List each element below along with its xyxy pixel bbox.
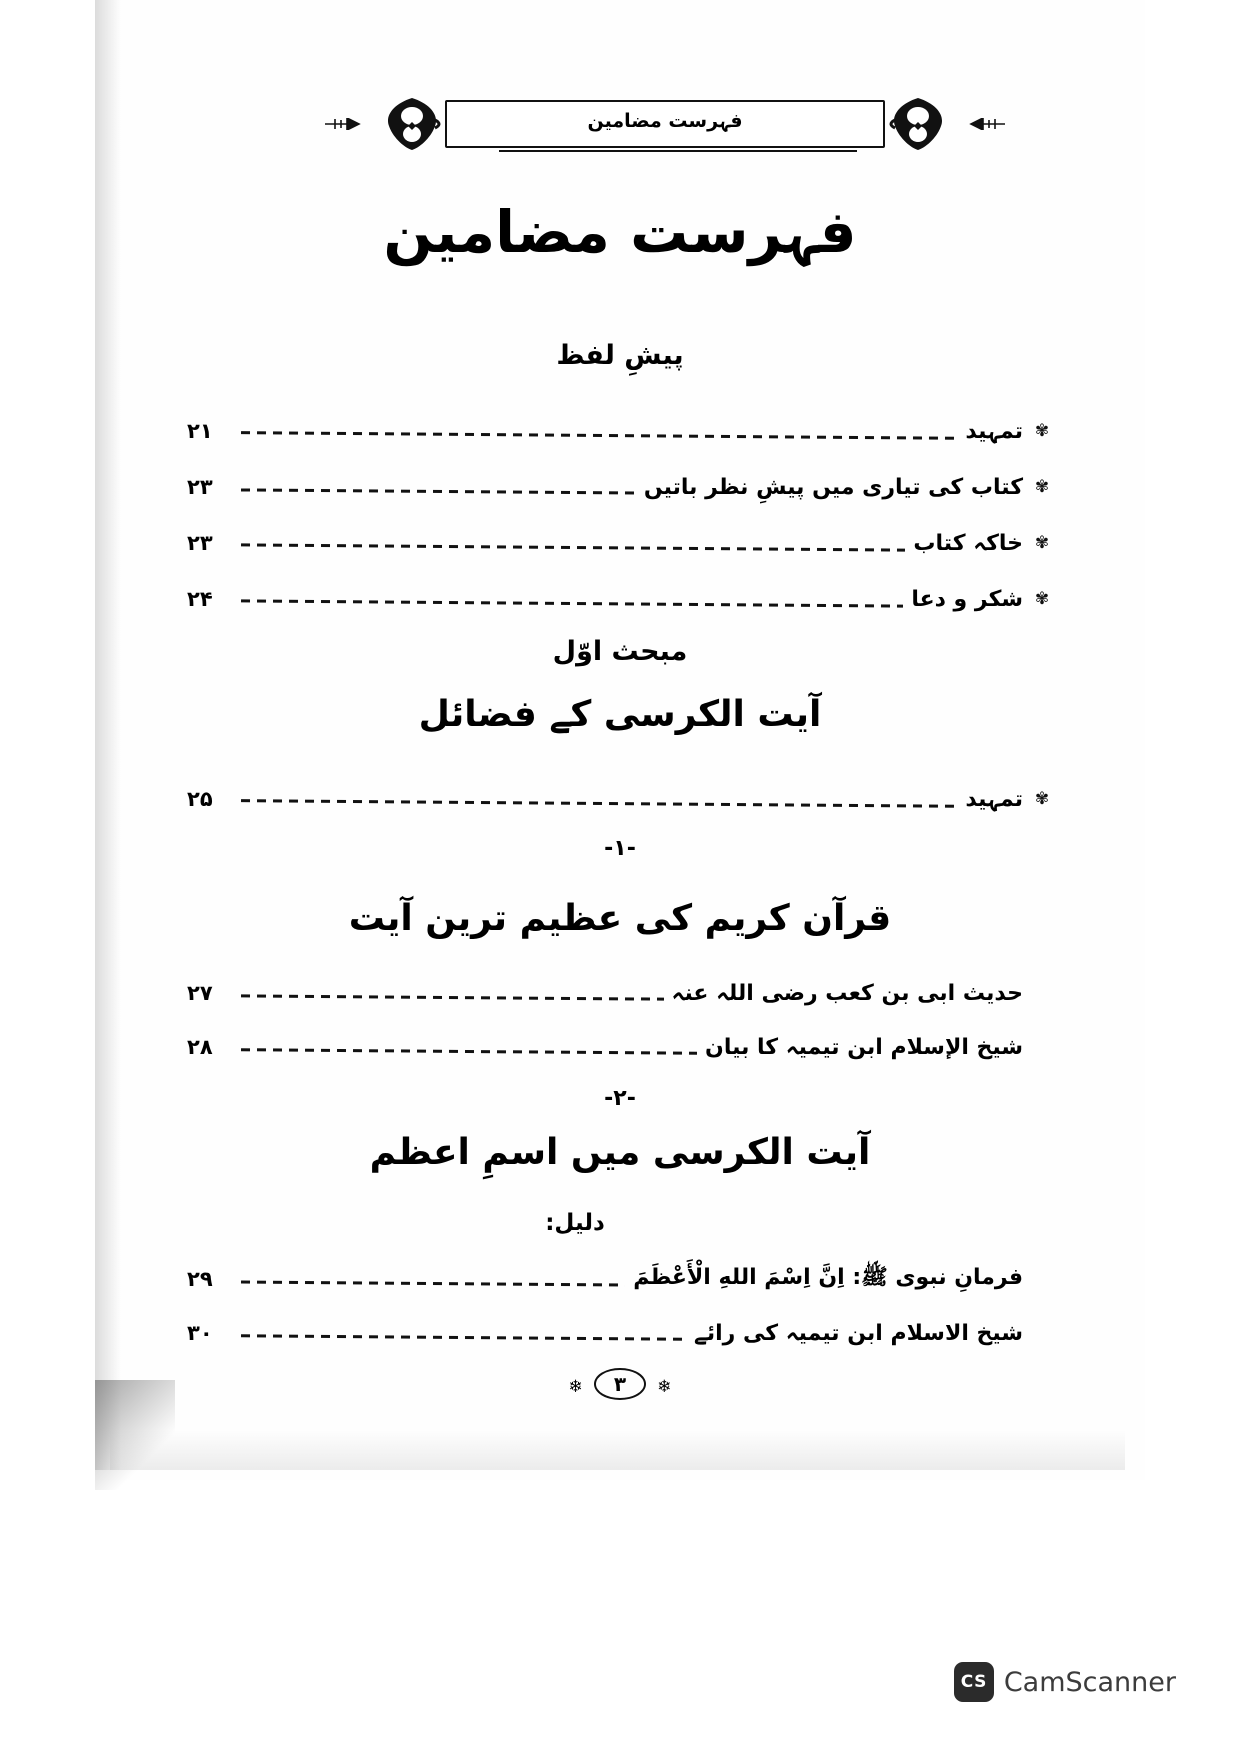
toc-row[interactable] [185, 1030, 1055, 1064]
camscanner-label: CamScanner [1003, 1666, 1176, 1698]
toc-row[interactable] [185, 976, 1055, 1010]
toc-dot-leader [241, 994, 664, 1000]
scanned-page [95, 0, 1145, 1480]
toc-dot-leader [241, 543, 905, 551]
toc-dot-leader [241, 488, 636, 494]
toc-entry-label: شیخ الاسلام ابن تیمیہ کی رائے [693, 1320, 1023, 1346]
toc-entry-label: تمہید [965, 418, 1023, 444]
toc-page-number: ۲۱ [187, 419, 213, 443]
ornament-tail-right-icon [945, 118, 1005, 130]
toc-page-number: ۲۳ [187, 475, 213, 499]
flower-bullet-icon: ✾ [1034, 788, 1050, 809]
mabhas-awwal-title: آیت الکرسی کے فضائل [418, 694, 822, 735]
toc-page-number: ۲۵ [187, 787, 213, 811]
flower-bullet-icon: ✾ [1034, 532, 1050, 553]
toc-dot-leader [241, 1048, 697, 1055]
toc-entry-label: خاکہ کتاب [913, 530, 1023, 556]
toc-row[interactable] [185, 782, 1055, 816]
camscanner-watermark [954, 1662, 1176, 1702]
toc-page-number: ۳۰ [187, 1321, 213, 1345]
daleel-label: دلیل: [545, 1210, 605, 1236]
toc-entry-label: کتاب کی تیاری میں پیشِ نظر باتیں [643, 474, 1023, 500]
page-footer [95, 1368, 1145, 1400]
toc-dot-leader [241, 431, 957, 440]
toc-entry-label: حدیث ابی بن کعب رضی اللہ عنہ [671, 980, 1023, 1006]
section-two-title: آیت الکرسی میں اسمِ اعظم [369, 1132, 871, 1173]
section-one-title: قرآن کریم کی عظیم ترین آیت [348, 898, 892, 939]
toc-dot-leader [241, 799, 957, 808]
toc-row[interactable] [185, 526, 1055, 560]
toc-row[interactable] [185, 1316, 1055, 1350]
toc-page-number: ۲۸ [187, 1035, 213, 1059]
mabhas-awwal-heading: مبحث اوّل [552, 636, 688, 667]
toc-row[interactable] [185, 470, 1055, 504]
footer-ornament-left-icon: ❄ [568, 1376, 583, 1397]
toc-dot-leader [241, 1334, 686, 1340]
toc-dot-leader [241, 1280, 625, 1286]
toc-entry-label: شیخ الإسلام ابن تیمیہ کا بیان [705, 1034, 1023, 1060]
footer-ornament-right-icon: ❄ [657, 1376, 672, 1397]
header-ornament-title: فہرست مضامین [587, 110, 743, 132]
ornament-knot-left-icon [381, 94, 443, 154]
toc-row[interactable] [185, 582, 1055, 616]
ornament-tail-left-icon [325, 118, 385, 130]
section-divider-two: -۲- [604, 1086, 636, 1111]
flower-bullet-icon: ✾ [1034, 420, 1050, 441]
flower-bullet-icon: ✾ [1034, 476, 1050, 497]
toc-entry-label: شکر و دعا [911, 586, 1023, 612]
toc-row[interactable] [185, 414, 1055, 448]
toc-entry-label: فرمانِ نبوی ﷺ: اِنَّ اِسْمَ اللهِ الْأَعْظَمَ [633, 1265, 1023, 1290]
header-ornament [325, 88, 1005, 160]
ornament-knot-right-icon [887, 94, 949, 154]
page-title: فہرست مضامین [383, 198, 857, 266]
toc-row[interactable] [185, 1262, 1055, 1296]
camscanner-logo-icon: CS [954, 1662, 994, 1702]
footer-page-number: ۳ [594, 1368, 646, 1400]
toc-entry-label: تمہید [965, 786, 1023, 812]
toc-page-number: ۲۴ [187, 587, 213, 611]
flower-bullet-icon: ✾ [1034, 588, 1050, 609]
header-title-box [445, 100, 885, 148]
section-divider-one: -۱- [604, 836, 636, 861]
toc-page-number: ۲۷ [187, 981, 213, 1005]
toc-page-number: ۲۳ [187, 531, 213, 555]
toc-dot-leader [241, 599, 903, 607]
preface-heading: پیشِ لفظ [556, 340, 684, 371]
toc-page-number: ۲۹ [187, 1267, 213, 1291]
